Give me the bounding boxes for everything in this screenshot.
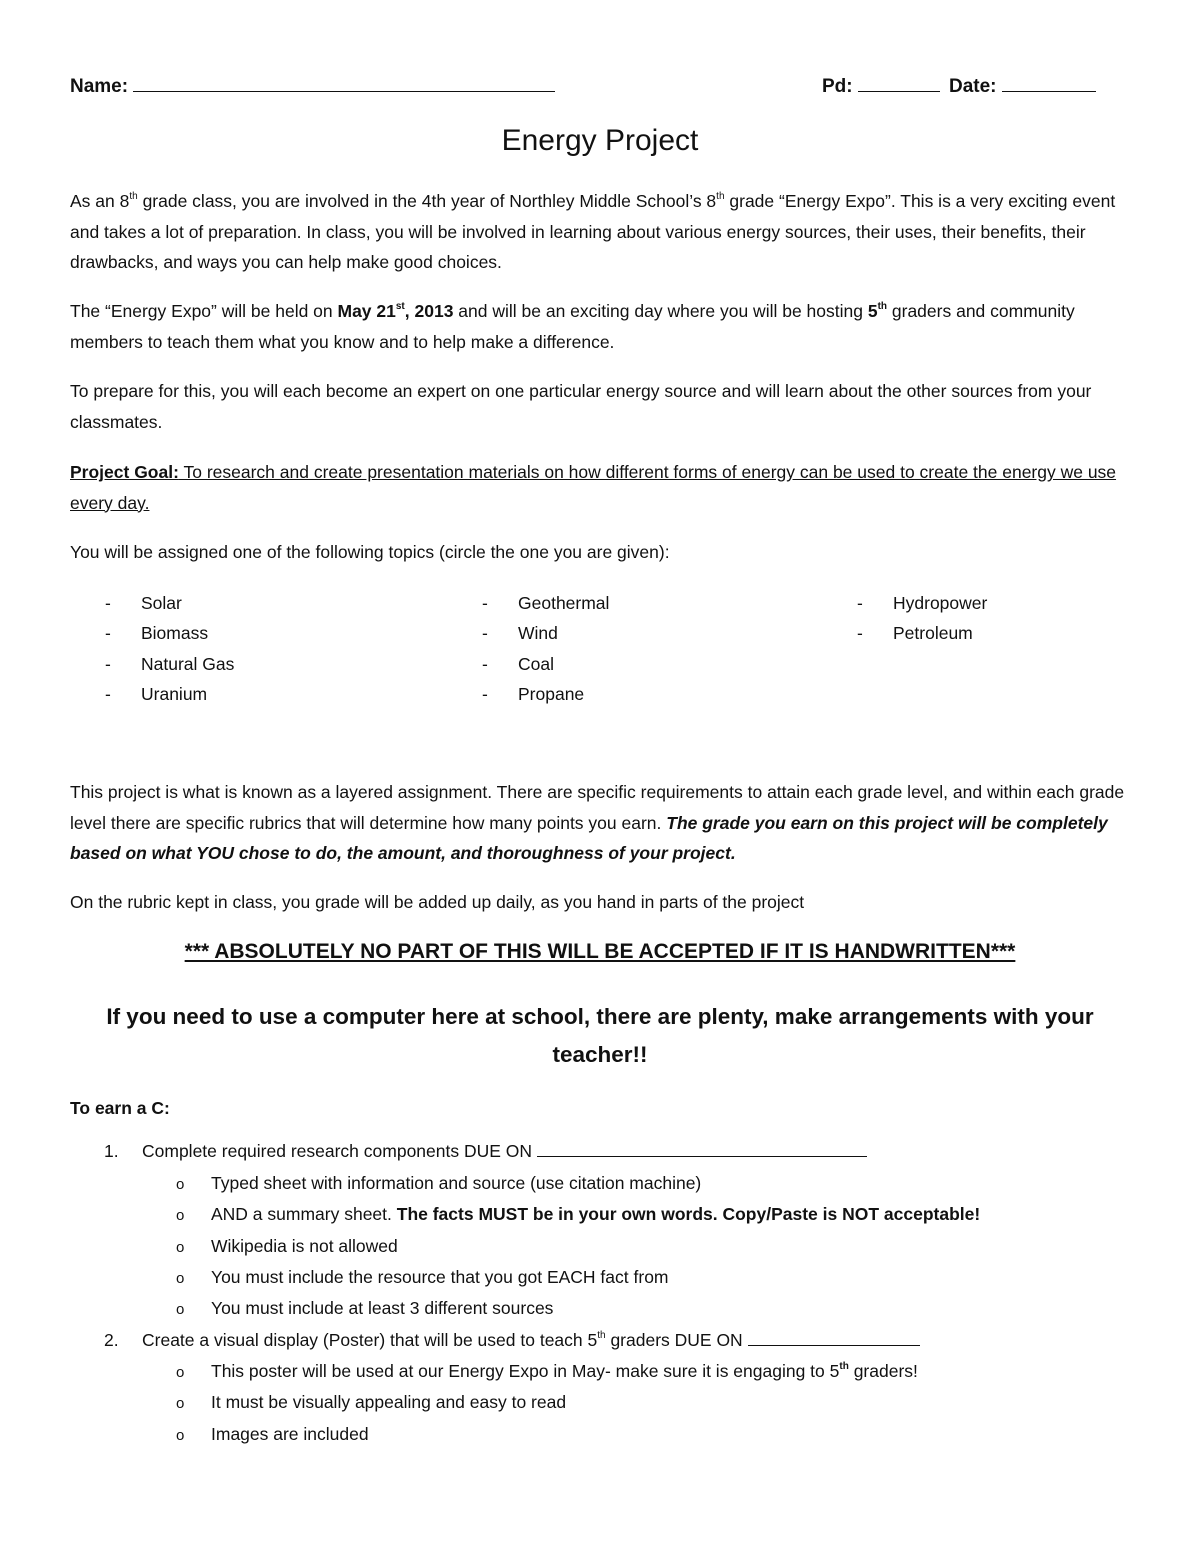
requirement-sup: th bbox=[597, 1330, 606, 1341]
topic-label: Uranium bbox=[141, 684, 208, 705]
dash-bullet: - bbox=[482, 623, 488, 644]
requirement-text-b: graders DUE ON bbox=[605, 1330, 748, 1350]
page-title: Energy Project bbox=[501, 124, 699, 157]
topic-label: Geothermal bbox=[518, 593, 610, 613]
dash-bullet: - bbox=[482, 684, 488, 705]
requirement-1-sub bbox=[176, 1236, 398, 1257]
project-goal-text: To research and create presentation materials on how different forms of energy can be used to create the energy we use every day. bbox=[70, 462, 1117, 513]
date-field[interactable] bbox=[949, 74, 1096, 98]
requirement-2-sub bbox=[176, 1424, 369, 1445]
topic-item[interactable] bbox=[857, 618, 987, 648]
sub-text: It must be visually appealing and easy to read bbox=[211, 1392, 567, 1412]
sub-text: Images are included bbox=[211, 1424, 369, 1444]
dash-bullet: - bbox=[105, 684, 111, 705]
sub-text: You must include the resource that you got EACH fact from bbox=[211, 1267, 669, 1287]
expo-year: , 2013 bbox=[404, 301, 454, 321]
requirement-2-sub bbox=[176, 1392, 566, 1413]
topic-item[interactable] bbox=[105, 618, 234, 648]
circle-bullet: o bbox=[176, 1301, 185, 1318]
topic-label: Biomass bbox=[141, 623, 209, 644]
intro-sup-1: th bbox=[129, 191, 138, 202]
sub-text: Typed sheet with information and source (use citation machine) bbox=[211, 1173, 702, 1193]
period-blank[interactable] bbox=[858, 74, 940, 92]
sub-text: AND a summary sheet. bbox=[211, 1204, 397, 1224]
dash-bullet: - bbox=[482, 653, 488, 674]
circle-bullet: o bbox=[176, 1207, 185, 1224]
circle-bullet: o bbox=[176, 1364, 185, 1381]
circle-bullet: o bbox=[176, 1176, 185, 1193]
dash-bullet: - bbox=[105, 653, 111, 674]
topic-item[interactable] bbox=[482, 618, 609, 648]
sub-text: Wikipedia is not allowed bbox=[211, 1236, 398, 1256]
expo-date-sup: st bbox=[395, 301, 405, 312]
expo-grade: 5 bbox=[867, 301, 878, 321]
circle-bullet: o bbox=[176, 1270, 185, 1287]
expo-grade-sup: th bbox=[877, 301, 888, 312]
requirement-text-a: Create a visual display (Poster) that will be used to teach 5 bbox=[142, 1330, 598, 1350]
topic-item[interactable] bbox=[857, 588, 987, 618]
topic-item[interactable] bbox=[482, 679, 609, 709]
expo-text-b: and will be an exciting day where you will be hosting bbox=[453, 301, 868, 321]
sub-sup: th bbox=[839, 1361, 849, 1372]
handwritten-warning: *** ABSOLUTELY NO PART OF THIS WILL BE ACCEPTED IF IT IS HANDWRITTEN*** bbox=[184, 940, 1016, 963]
layered-text: This project is what is known as a layered assignment. There are specific requirements to attain each grade level, and within each grade level there are specific rubrics that will determine how many points you earn. bbox=[70, 782, 1125, 833]
earn-c-heading: To earn a C: bbox=[70, 1098, 170, 1118]
prepare-paragraph: To prepare for this, you will each become an expert on one particular energy source and will learn about the other sources from your classmates. bbox=[70, 381, 1092, 432]
rubric-note: On the rubric kept in class, you grade will be added up daily, as you hand in parts of the project bbox=[70, 892, 805, 912]
date-label: Date: bbox=[949, 76, 997, 97]
topic-label: Hydropower bbox=[893, 593, 988, 613]
topic-label: Solar bbox=[141, 593, 182, 613]
requirement-text: Complete required research components DUE ON bbox=[142, 1141, 537, 1161]
dash-bullet: - bbox=[857, 623, 863, 644]
topics-column-1 bbox=[105, 588, 234, 710]
sub-text-b: graders! bbox=[848, 1361, 918, 1381]
requirement-1-sub bbox=[176, 1267, 669, 1288]
requirement-1-sub bbox=[176, 1173, 701, 1194]
intro-sup-2: th bbox=[716, 191, 725, 202]
dash-bullet: - bbox=[105, 623, 111, 644]
intro-text-b: grade class, you are involved in the 4th year of Northley Middle School’s 8 bbox=[137, 191, 717, 211]
requirement-2-sub bbox=[176, 1361, 918, 1382]
requirement-1 bbox=[104, 1141, 867, 1162]
circle-bullet: o bbox=[176, 1239, 185, 1256]
circle-bullet: o bbox=[176, 1395, 185, 1412]
project-goal-label: Project Goal: bbox=[70, 462, 179, 482]
computer-note: If you need to use a computer here at school, there are plenty, make arrangements with your teacher!! bbox=[106, 1004, 1094, 1067]
name-blank[interactable] bbox=[133, 74, 555, 92]
sub-text-bold: The facts MUST be in your own words. Copy/Paste is NOT acceptable! bbox=[396, 1204, 981, 1224]
period-field[interactable] bbox=[822, 74, 940, 98]
name-label: Name: bbox=[70, 76, 129, 97]
name-field[interactable] bbox=[70, 74, 555, 98]
expo-text-c: graders and community members to teach them what you know and to help make a difference. bbox=[70, 301, 1075, 352]
requirement-1-sub bbox=[176, 1204, 980, 1225]
topics-column-2 bbox=[482, 588, 609, 710]
topic-label: Petroleum bbox=[893, 623, 973, 644]
expo-text-a: The “Energy Expo” will be held on bbox=[70, 301, 338, 321]
sub-text-a: This poster will be used at our Energy Expo in May- make sure it is engaging to 5 bbox=[211, 1361, 840, 1381]
topic-label: Natural Gas bbox=[141, 653, 235, 674]
topic-item[interactable] bbox=[482, 649, 609, 679]
topic-label: Coal bbox=[518, 653, 554, 674]
intro-text-c: grade “Energy Expo”. This is a very exciting event and takes a lot of preparation. In class, you will be involved in learning about various energy sources, their uses, their benefits, their drawbacks, and ways you can help make good choices. bbox=[70, 191, 1116, 272]
topics-intro: You will be assigned one of the following topics (circle the one you are given): bbox=[70, 542, 670, 562]
due-date-blank[interactable] bbox=[537, 1141, 867, 1157]
requirement-1-sub bbox=[176, 1298, 553, 1319]
topic-item[interactable] bbox=[105, 649, 234, 679]
period-label: Pd: bbox=[822, 76, 853, 97]
date-blank[interactable] bbox=[1002, 74, 1096, 92]
dash-bullet: - bbox=[482, 593, 488, 613]
expo-date-paragraph bbox=[70, 296, 1130, 357]
due-date-blank[interactable] bbox=[748, 1330, 920, 1346]
layered-emphasis: The grade you earn on this project will be completely based on what YOU chose to do, the amount, and thoroughness of your project. bbox=[70, 812, 1108, 863]
topics-column-3 bbox=[857, 588, 987, 649]
dash-bullet: - bbox=[105, 593, 111, 613]
sub-text: You must include at least 3 different sources bbox=[211, 1298, 554, 1318]
requirement-2 bbox=[104, 1330, 920, 1351]
dash-bullet: - bbox=[857, 593, 863, 613]
project-goal bbox=[70, 457, 1130, 518]
expo-date: May 21 bbox=[337, 301, 396, 321]
topic-item[interactable] bbox=[105, 679, 234, 709]
intro-paragraph bbox=[70, 186, 1130, 278]
circle-bullet: o bbox=[176, 1427, 185, 1444]
topic-item[interactable] bbox=[105, 588, 234, 618]
topic-label: Propane bbox=[518, 684, 585, 705]
topic-label: Wind bbox=[518, 623, 558, 644]
requirement-number: 1. bbox=[104, 1141, 119, 1161]
layered-paragraph bbox=[70, 777, 1130, 869]
requirement-number: 2. bbox=[104, 1330, 119, 1350]
intro-text-a: As an 8 bbox=[70, 191, 130, 211]
topic-item[interactable] bbox=[482, 588, 609, 618]
